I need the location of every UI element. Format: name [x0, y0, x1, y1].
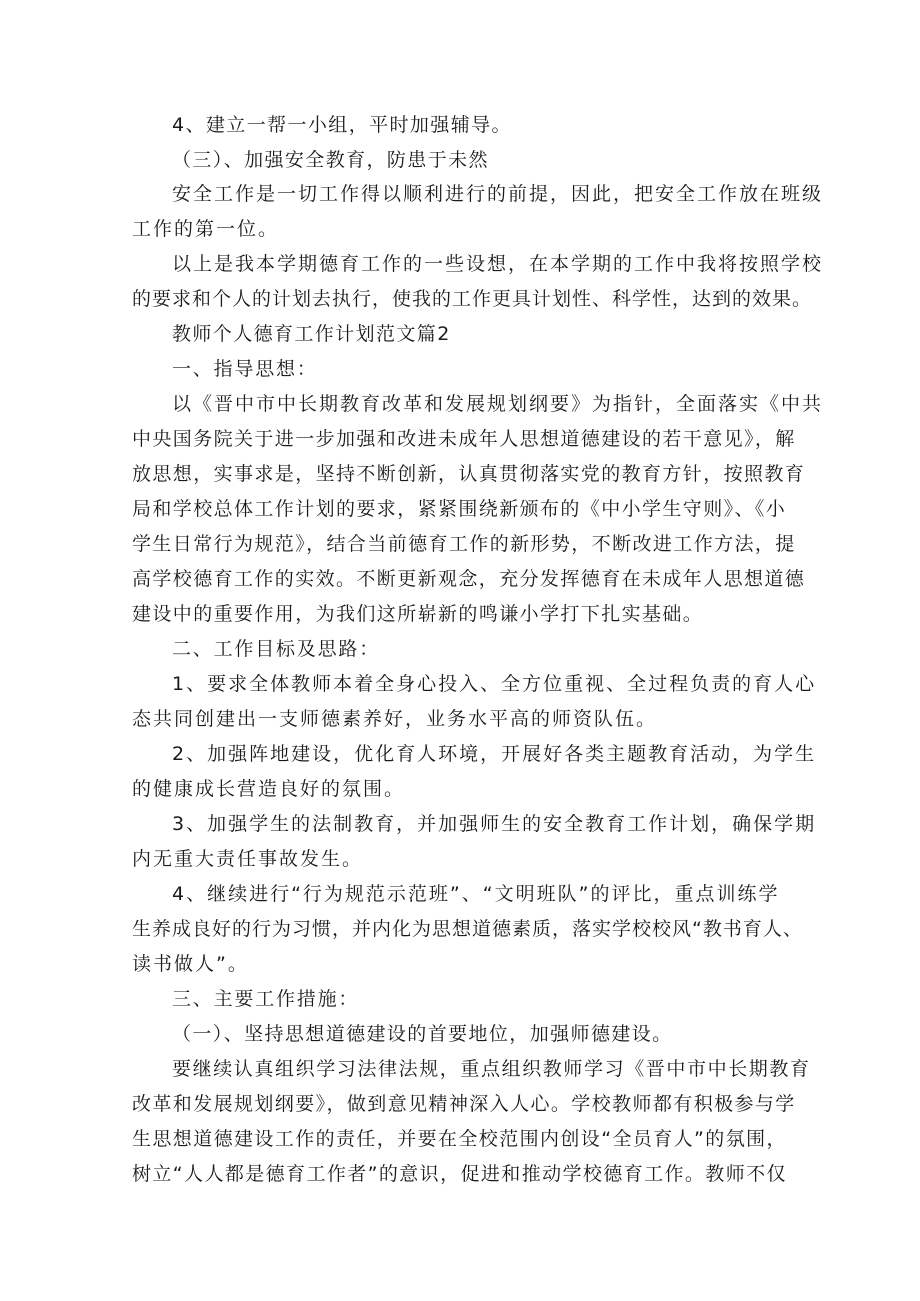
article-title: 教师个人德育工作计划范文篇2 [172, 323, 451, 345]
text-line: 读书做人”。 [132, 953, 249, 975]
text-line: 内无重大责任事故发生。 [132, 848, 364, 870]
text-line: 建设中的重要作用，为我们这所崭新的鸣谦小学打下扎实基础。 [132, 603, 704, 625]
text-line: 态共同创建出一支师德素养好，业务水平高的师资队伍。 [132, 708, 658, 730]
text-line: 生养成良好的行为习惯，并内化为思想道德素质，落实学校校风“教书育人、 [132, 918, 803, 940]
text-line: 以上是我本学期德育工作的一些设想，在本学期的工作中我将按照学校 [172, 253, 824, 275]
text-line: 中央国务院关于进一步加强和改进未成年人思想道德建设的若干意见》，解 [132, 428, 796, 450]
text-line: 3、加强学生的法制教育，并加强师生的安全教育工作计划，确保学期 [172, 813, 817, 835]
text-line: 要继续认真组织学习法律法规，重点组织教师学习《晋中市中长期教育 [172, 1058, 811, 1080]
section-heading: 一、指导思想： [172, 358, 318, 380]
section-heading: 二、工作目标及思路： [172, 638, 381, 660]
text-line: 树立“人人都是德育工作者”的意识，促进和推动学校德育工作。教师不仅 [132, 1163, 787, 1185]
section-heading: （三）、加强安全教育，防患于未然 [172, 149, 489, 171]
text-line: 工作的第一位。 [132, 218, 280, 240]
section-heading: 三、主要工作措施： [172, 988, 360, 1010]
text-line: 放思想，实事求是，坚持不断创新，认真贯彻落实党的教育方针，按照教育 [132, 463, 806, 485]
text-line: 2、加强阵地建设，优化育人环境，开展好各类主题教育活动，为学生 [172, 743, 817, 765]
text-line: 学生日常行为规范》，结合当前德育工作的新形势，不断改进工作方法，提 [132, 533, 796, 555]
text-line: 安全工作是一切工作得以顺利进行的前提，因此，把安全工作放在班级 [172, 183, 824, 205]
section-heading: （一）、坚持思想道德建设的首要地位，加强师德建设。 [172, 1023, 673, 1045]
text-line: 4、建立一帮一小组，平时加强辅导。 [172, 114, 512, 136]
text-line: 1、要求全体教师本着全身心投入、全方位重视、全过程负责的育人心 [172, 673, 817, 695]
text-line: 高学校德育工作的实效。不断更新观念，充分发挥德育在未成年人思想道德 [132, 568, 806, 590]
text-line: 以《晋中市中长期教育改革和发展规划纲要》为指针，全面落实《中共 [172, 393, 824, 415]
text-line: 局和学校总体工作计划的要求，紧紧围绕新颁布的《中小学生守则》、《小 [132, 498, 787, 520]
text-line: 4、继续进行“行为规范示范班”、“文明班队”的评比，重点训练学 [172, 883, 780, 905]
text-line: 的健康成长营造良好的氛围。 [132, 778, 406, 800]
text-line: 的要求和个人的计划去执行，使我的工作更具计划性、科学性，达到的效果。 [132, 288, 813, 310]
text-line: 生思想道德建设工作的责任，并要在全校范围内创设“全员育人”的氛围， [132, 1128, 787, 1150]
text-line: 改革和发展规划纲要》，做到意见精神深入人心。学校教师都有积极参与学 [132, 1093, 796, 1115]
